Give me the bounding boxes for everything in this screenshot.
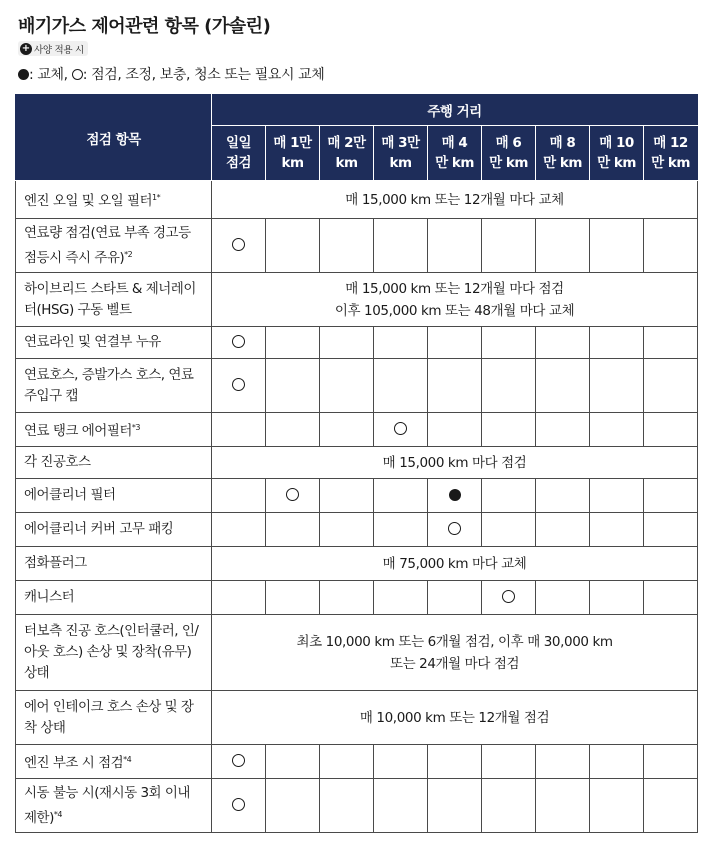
interval-cell — [374, 513, 428, 547]
table-row — [16, 691, 698, 745]
interval-note: 매 10,000 km 또는 12개월 점검 — [359, 709, 550, 726]
interval-header-line: 매 10 — [599, 135, 634, 151]
interval-cell — [590, 479, 644, 513]
interval-cell — [590, 219, 644, 273]
maintenance-table-body — [16, 181, 698, 833]
interval-cell — [374, 219, 428, 273]
interval-note-cell — [212, 691, 698, 745]
inspect-mark — [502, 590, 515, 603]
interval-note: 매 15,000 km 또는 12개월 마다 교체 — [345, 191, 564, 208]
interval-cell — [482, 745, 536, 779]
interval-cell — [320, 513, 374, 547]
interval-note: 매 75,000 km 마다 교체 — [382, 555, 527, 572]
table-row — [16, 219, 698, 273]
table-row — [16, 513, 698, 547]
interval-cell — [482, 413, 536, 447]
interval-cell — [320, 327, 374, 359]
interval-header — [320, 126, 374, 181]
table-row — [16, 359, 698, 413]
item-cell — [16, 219, 212, 273]
legend-inspect-text: : 점검, 조정, 보충, 청소 또는 필요시 교체 — [82, 67, 325, 83]
footnote-ref: 1* — [152, 193, 161, 202]
interval-cell — [644, 779, 698, 833]
inspect-mark — [232, 335, 245, 348]
interval-header-line: 만 km — [435, 155, 474, 171]
interval-header-line: 만 km — [651, 155, 690, 171]
item-label: 하이브리드 스타트 & 제너레이터(HSG) 구동 벨트 — [24, 280, 196, 318]
interval-header-line: km — [389, 155, 412, 171]
inspect-mark — [232, 238, 245, 251]
item-cell — [16, 581, 212, 615]
inspect-mark — [394, 422, 407, 435]
interval-cell — [374, 327, 428, 359]
footnote-ref: *3 — [131, 423, 141, 432]
option-badge — [18, 41, 88, 56]
page-title: 배기가스 제어관련 항목 (가솔린) — [18, 16, 271, 37]
table-row — [16, 547, 698, 581]
interval-cell — [590, 413, 644, 447]
inspect-mark — [232, 798, 245, 811]
interval-cell — [536, 413, 590, 447]
interval-cell — [428, 779, 482, 833]
item-cell — [16, 745, 212, 779]
interval-cell — [266, 219, 320, 273]
interval-cell — [536, 779, 590, 833]
item-label: 캐니스터 — [24, 589, 75, 605]
interval-cell — [536, 359, 590, 413]
interval-cell — [374, 581, 428, 615]
interval-cell — [266, 513, 320, 547]
interval-note: 이후 105,000 km 또는 48개월 마다 교체 — [334, 302, 575, 319]
interval-cell — [320, 359, 374, 413]
distance-column-header: 주행 거리 — [212, 95, 698, 126]
interval-cell — [590, 745, 644, 779]
item-cell — [16, 273, 212, 327]
interval-cell — [212, 779, 266, 833]
option-badge-label: 사양 적용 시 — [34, 44, 84, 56]
symbol-legend — [18, 64, 324, 84]
interval-cell — [320, 479, 374, 513]
item-label: 에어클리너 커버 고무 패킹 — [24, 521, 174, 537]
footnote-ref: *2 — [124, 249, 133, 259]
table-row — [16, 479, 698, 513]
interval-cell — [266, 745, 320, 779]
interval-note: 매 15,000 km 또는 12개월 마다 점검 — [345, 280, 564, 297]
inspect-symbol — [72, 69, 83, 80]
item-label: 에어클리너 필터 — [24, 487, 116, 503]
footnote-ref: *4 — [123, 755, 132, 764]
interval-cell — [590, 327, 644, 359]
table-row — [16, 581, 698, 615]
item-label: 터보측 진공 호스(인터쿨러, 인/아웃 호스) 손상 및 장착(유무) 상태 — [24, 623, 199, 681]
interval-note-cell — [212, 547, 698, 581]
table-row — [16, 327, 698, 359]
interval-cell — [536, 219, 590, 273]
interval-header-line: 만 km — [543, 155, 582, 171]
interval-cell — [212, 359, 266, 413]
interval-cell — [482, 327, 536, 359]
interval-cell — [212, 327, 266, 359]
interval-header-line: 매 2만 — [327, 135, 366, 151]
interval-note-cell — [212, 615, 698, 691]
interval-cell — [266, 359, 320, 413]
table-row — [16, 615, 698, 691]
interval-cell — [266, 479, 320, 513]
interval-cell — [320, 779, 374, 833]
interval-header — [374, 126, 428, 181]
interval-cell — [644, 359, 698, 413]
table-row — [16, 447, 698, 479]
table-row — [16, 181, 698, 219]
item-cell — [16, 327, 212, 359]
interval-header — [482, 126, 536, 181]
interval-note-cell — [212, 273, 698, 327]
replace-symbol — [18, 69, 29, 80]
interval-header-line: 매 1만 — [273, 135, 312, 151]
interval-cell — [212, 745, 266, 779]
item-cell — [16, 447, 212, 479]
interval-cell — [428, 327, 482, 359]
interval-cell — [428, 479, 482, 513]
interval-cell — [644, 219, 698, 273]
inspect-mark — [232, 754, 245, 767]
interval-header — [266, 126, 320, 181]
interval-cell — [374, 779, 428, 833]
interval-cell — [266, 413, 320, 447]
interval-cell — [428, 359, 482, 413]
interval-cell — [482, 479, 536, 513]
interval-cell — [212, 581, 266, 615]
interval-cell — [644, 581, 698, 615]
item-label: 연료량 점검(연료 부족 경고등 점등시 즉시 주유) — [24, 224, 191, 266]
interval-note-cell — [212, 181, 698, 219]
interval-header-line: 만 km — [597, 155, 636, 171]
interval-cell — [644, 327, 698, 359]
interval-cell — [320, 413, 374, 447]
interval-cell — [590, 513, 644, 547]
item-column-header: 점검 항목 — [16, 95, 212, 181]
interval-header-line: km — [281, 155, 304, 171]
interval-cell — [374, 413, 428, 447]
interval-header — [536, 126, 590, 181]
interval-cell — [536, 513, 590, 547]
item-label: 연료 탱크 에어필터 — [24, 423, 132, 439]
inspect-mark — [232, 378, 245, 391]
table-row — [16, 745, 698, 779]
item-label: 엔진 부조 시 점검 — [24, 755, 124, 771]
interval-cell — [266, 779, 320, 833]
interval-cell — [482, 581, 536, 615]
interval-header — [212, 126, 266, 181]
legend-replace-text: : 교체, — [29, 67, 72, 83]
interval-cell — [266, 327, 320, 359]
interval-note: 또는 24개월 마다 점검 — [389, 655, 520, 672]
interval-cell — [644, 513, 698, 547]
interval-cell — [428, 581, 482, 615]
item-label: 점화플러그 — [24, 555, 87, 571]
interval-cell — [428, 413, 482, 447]
interval-header-line: 점검 — [225, 155, 252, 171]
interval-cell — [212, 219, 266, 273]
interval-cell — [320, 581, 374, 615]
interval-cell — [590, 779, 644, 833]
inspect-mark — [286, 488, 299, 501]
interval-cell — [536, 479, 590, 513]
item-label: 에어 인테이크 호스 손상 및 장착 상태 — [24, 698, 194, 736]
item-label: 각 진공호스 — [24, 454, 91, 470]
item-label: 엔진 오일 및 오일 필터 — [24, 193, 153, 209]
interval-cell — [428, 513, 482, 547]
interval-cell — [536, 581, 590, 615]
interval-cell — [482, 219, 536, 273]
table-row — [16, 273, 698, 327]
interval-header — [428, 126, 482, 181]
inspect-mark — [448, 522, 461, 535]
item-label: 연료라인 및 연결부 누유 — [24, 334, 161, 350]
item-cell — [16, 615, 212, 691]
interval-cell — [374, 745, 428, 779]
interval-cell — [266, 581, 320, 615]
interval-cell — [320, 219, 374, 273]
interval-cell — [428, 219, 482, 273]
interval-header-line: 매 3만 — [381, 135, 420, 151]
interval-cell — [590, 581, 644, 615]
table-row — [16, 779, 698, 833]
item-cell — [16, 691, 212, 745]
interval-note-cell — [212, 447, 698, 479]
interval-cell — [482, 513, 536, 547]
interval-cell — [212, 479, 266, 513]
interval-cell — [212, 413, 266, 447]
interval-cell — [536, 327, 590, 359]
item-cell — [16, 547, 212, 581]
item-cell — [16, 359, 212, 413]
interval-cell — [644, 479, 698, 513]
plus-icon: + — [21, 42, 31, 54]
item-cell — [16, 479, 212, 513]
item-label: 연료호스, 증발가스 호스, 연료 주입구 캡 — [24, 366, 194, 404]
interval-cell — [374, 479, 428, 513]
interval-cell — [644, 413, 698, 447]
interval-cell — [536, 745, 590, 779]
item-cell — [16, 779, 212, 833]
interval-header-line: km — [335, 155, 358, 171]
item-cell — [16, 513, 212, 547]
interval-header-line: 일일 — [225, 135, 252, 151]
interval-header — [644, 126, 698, 181]
interval-cell — [644, 745, 698, 779]
item-cell — [16, 181, 212, 219]
interval-cell — [212, 513, 266, 547]
footnote-ref: *4 — [53, 809, 62, 819]
interval-cell — [320, 745, 374, 779]
interval-cell — [482, 779, 536, 833]
interval-cell — [482, 359, 536, 413]
interval-header — [590, 126, 644, 181]
replace-mark — [449, 489, 461, 501]
interval-header-line: 매 8 — [549, 135, 576, 151]
table-row — [16, 413, 698, 447]
maintenance-table — [15, 94, 698, 833]
interval-cell — [374, 359, 428, 413]
interval-header-line: 매 4 — [441, 135, 468, 151]
item-cell — [16, 413, 212, 447]
interval-cell — [428, 745, 482, 779]
interval-cell — [590, 359, 644, 413]
interval-header-line: 매 12 — [653, 135, 688, 151]
interval-header-line: 만 km — [489, 155, 528, 171]
interval-note: 매 15,000 km 마다 점검 — [382, 454, 527, 471]
interval-header-line: 매 6 — [495, 135, 522, 151]
item-label: 시동 불능 시(재시동 3회 이내 제한) — [24, 784, 190, 826]
interval-note: 최초 10,000 km 또는 6개월 점검, 이후 매 30,000 km — [296, 633, 613, 650]
